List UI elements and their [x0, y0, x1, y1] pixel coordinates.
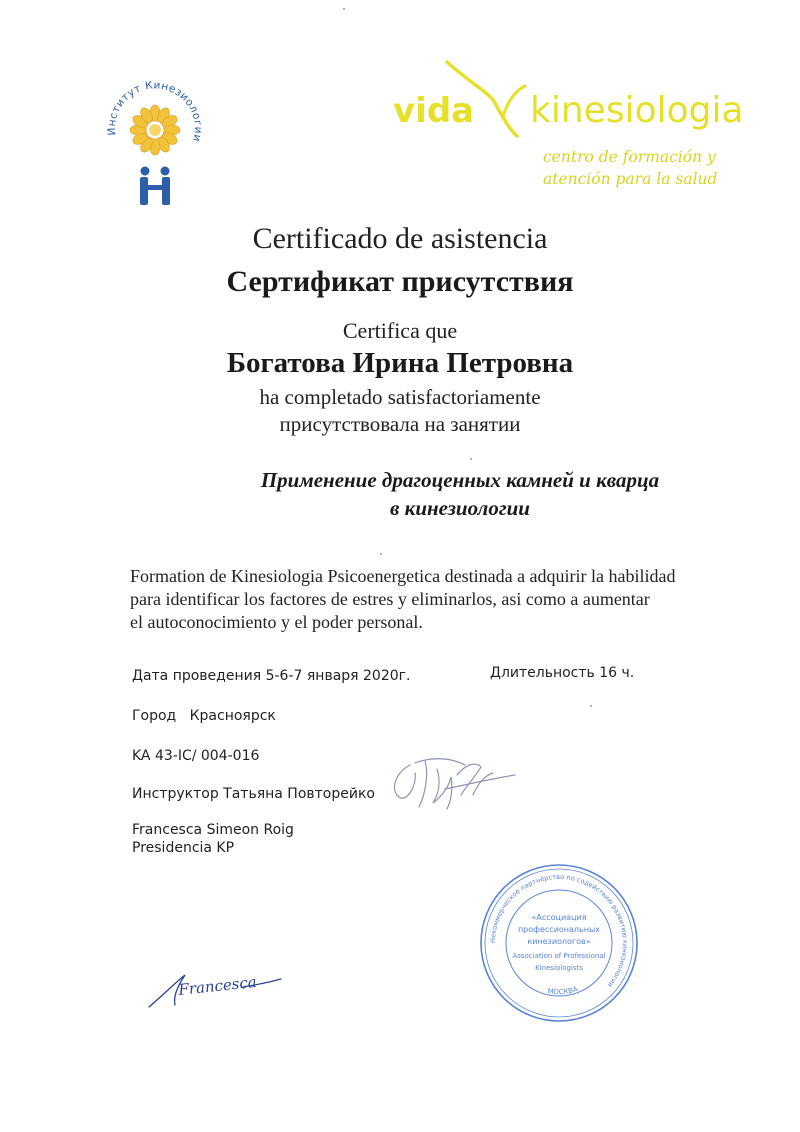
president-signature-text: Francesca — [177, 972, 258, 999]
certificate-title-es: Certificado de asistencia — [252, 222, 548, 255]
seal-inner-line: «Ассоциация — [531, 913, 587, 922]
brand-vida: vida — [393, 91, 475, 131]
seal-inner-line: Association of Professional — [512, 952, 606, 960]
association-seal-icon — [478, 862, 640, 1024]
description-line: el autoconocimiento y el poder personal. — [130, 612, 423, 632]
instructor-signature-icon — [385, 745, 520, 835]
institute-arc-text: Институт Кинезиологии — [105, 79, 205, 144]
course-title-line-1: Применение драгоценных камней и кварца — [260, 468, 660, 492]
brand-tagline-1: centro de formación y — [543, 148, 716, 166]
president-signature — [145, 965, 285, 1015]
seal-outer-text: Некоммерческое партнёрство по содействию развитию кинезиологии — [488, 872, 630, 989]
instructor-signature — [385, 745, 520, 835]
scan-speck — [343, 8, 345, 10]
certificate-title-ru: Сертификат присутствия — [226, 265, 574, 298]
seal-bottom-text: МОСКВА — [546, 985, 579, 997]
flower-people-logo-icon — [105, 75, 205, 210]
scan-speck — [470, 458, 472, 460]
certificate-code: KA 43-IC/ 004-016 — [132, 748, 260, 764]
seal-inner-line: профессиональных — [517, 925, 601, 934]
president-name: Francesca Simeon Roig — [132, 822, 294, 838]
recipient-name: Богатова Ирина Петровна — [226, 347, 574, 379]
completed-text-es: ha completado satisfactoriamente — [259, 385, 541, 409]
brand-kinesiologia: kinesiologia — [530, 90, 744, 131]
association-seal — [478, 862, 640, 1024]
scan-speck — [380, 553, 382, 555]
president-title: Presidencia KP — [132, 840, 235, 856]
completed-text-ru: присутствовала на занятии — [279, 412, 521, 436]
course-date: Дата проведения 5-6-7 января 2020г. — [132, 668, 411, 684]
vida-kinesiologia-logo — [385, 58, 765, 198]
description-line: Formation de Kinesiologia Psicoenergetica destinada a adquirir la habilidad — [130, 566, 676, 586]
course-city: Город Красноярск — [132, 708, 276, 724]
brand-tagline-2: atención para la salud — [543, 170, 718, 188]
president-signature-icon — [145, 965, 285, 1015]
svg-text:МОСКВА — [547, 985, 579, 996]
course-title-line-2: в кинезиологии — [390, 496, 530, 520]
certifies-label: Certifica que — [342, 318, 458, 343]
seal-inner-line: кинезиологов» — [527, 937, 591, 946]
institute-logo — [105, 75, 205, 210]
description-line: para identificar los factores de estres y eliminarlos, asi como a aumentar — [130, 589, 650, 609]
scan-speck — [590, 705, 592, 707]
vida-kinesiologia-logo-icon — [385, 58, 765, 198]
instructor-name: Инструктор Татьяна Повторейко — [132, 786, 375, 802]
course-duration: Длительность 16 ч. — [490, 665, 635, 681]
seal-inner-line: Kinesiologists — [535, 964, 583, 972]
